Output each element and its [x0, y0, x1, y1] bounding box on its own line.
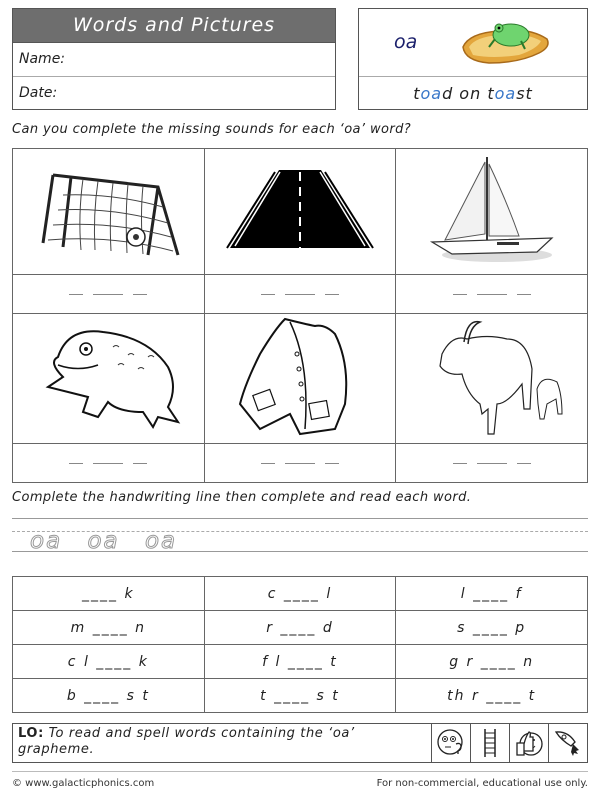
self-assess-ladder[interactable]	[470, 724, 509, 762]
picture-cell	[13, 149, 205, 275]
word-cell[interactable]: l ____ f	[396, 577, 588, 611]
section1-instruction: Can you complete the missing sounds for each ‘oa’ word?	[12, 122, 412, 137]
name-field[interactable]	[13, 43, 335, 77]
picture-cell	[396, 149, 588, 275]
word-cell[interactable]: r ____ d	[204, 611, 396, 645]
toad-on-toast-icon	[459, 19, 554, 67]
missing-sounds-blanks[interactable]	[396, 444, 588, 483]
handwriting-top-line	[12, 518, 588, 519]
self-assess-thumbs-up[interactable]	[509, 724, 548, 762]
missing-sounds-blanks[interactable]	[396, 275, 588, 314]
date-field[interactable]	[13, 77, 335, 110]
footer-divider	[12, 771, 588, 772]
goal-icon	[33, 155, 183, 265]
picture-cell	[204, 149, 396, 275]
coat-icon	[235, 314, 365, 439]
word-cell[interactable]: th r ____ t	[396, 679, 588, 713]
grapheme-label: oa	[394, 31, 418, 53]
phoneme-phrase: toad on toast	[413, 84, 533, 103]
date-label: Date:	[19, 85, 58, 101]
word-cell[interactable]: s ____ p	[396, 611, 588, 645]
word-cell[interactable]: f l ____ t	[204, 645, 396, 679]
tracing-letters[interactable]: oa oa oa	[30, 528, 178, 554]
road-icon	[225, 160, 375, 260]
missing-sounds-blanks[interactable]	[204, 275, 396, 314]
word-cell[interactable]: m ____ n	[13, 611, 205, 645]
picture-grid	[12, 148, 588, 483]
worksheet-title: Words and Pictures	[13, 9, 335, 43]
name-label: Name:	[19, 51, 66, 67]
phoneme-card	[358, 8, 588, 110]
picture-cell	[13, 314, 205, 444]
self-assess-confused[interactable]	[431, 724, 470, 762]
thumbs-up-icon	[514, 728, 544, 758]
confused-face-icon	[436, 728, 466, 758]
learning-objective: LO: To read and spell words containing the ‘oa’ grapheme.	[18, 726, 355, 757]
picture-cell	[204, 314, 396, 444]
missing-sounds-blanks[interactable]	[13, 275, 205, 314]
toad-icon	[28, 317, 188, 437]
footer-license: For non-commercial, educational use only.	[376, 778, 588, 789]
footer-copyright: © www.galacticphonics.com	[12, 778, 155, 789]
word-cell[interactable]: c ____ l	[204, 577, 396, 611]
rocket-icon	[553, 728, 583, 758]
words-grid	[12, 576, 588, 713]
learning-objective-box	[12, 723, 588, 763]
picture-cell	[396, 314, 588, 444]
goat-icon	[412, 314, 572, 439]
boat-icon	[427, 152, 557, 267]
word-cell[interactable]: b ____ s t	[13, 679, 205, 713]
title-box	[12, 8, 336, 110]
word-cell[interactable]: ____ k	[13, 577, 205, 611]
word-cell[interactable]: t ____ s t	[204, 679, 396, 713]
word-cell[interactable]: c l ____ k	[13, 645, 205, 679]
missing-sounds-blanks[interactable]	[204, 444, 396, 483]
section2-instruction: Complete the handwriting line then complete and read each word.	[12, 490, 472, 505]
self-assess-rocket[interactable]	[548, 724, 587, 762]
missing-sounds-blanks[interactable]	[13, 444, 205, 483]
ladder-icon	[480, 727, 500, 759]
word-cell[interactable]: g r ____ n	[396, 645, 588, 679]
